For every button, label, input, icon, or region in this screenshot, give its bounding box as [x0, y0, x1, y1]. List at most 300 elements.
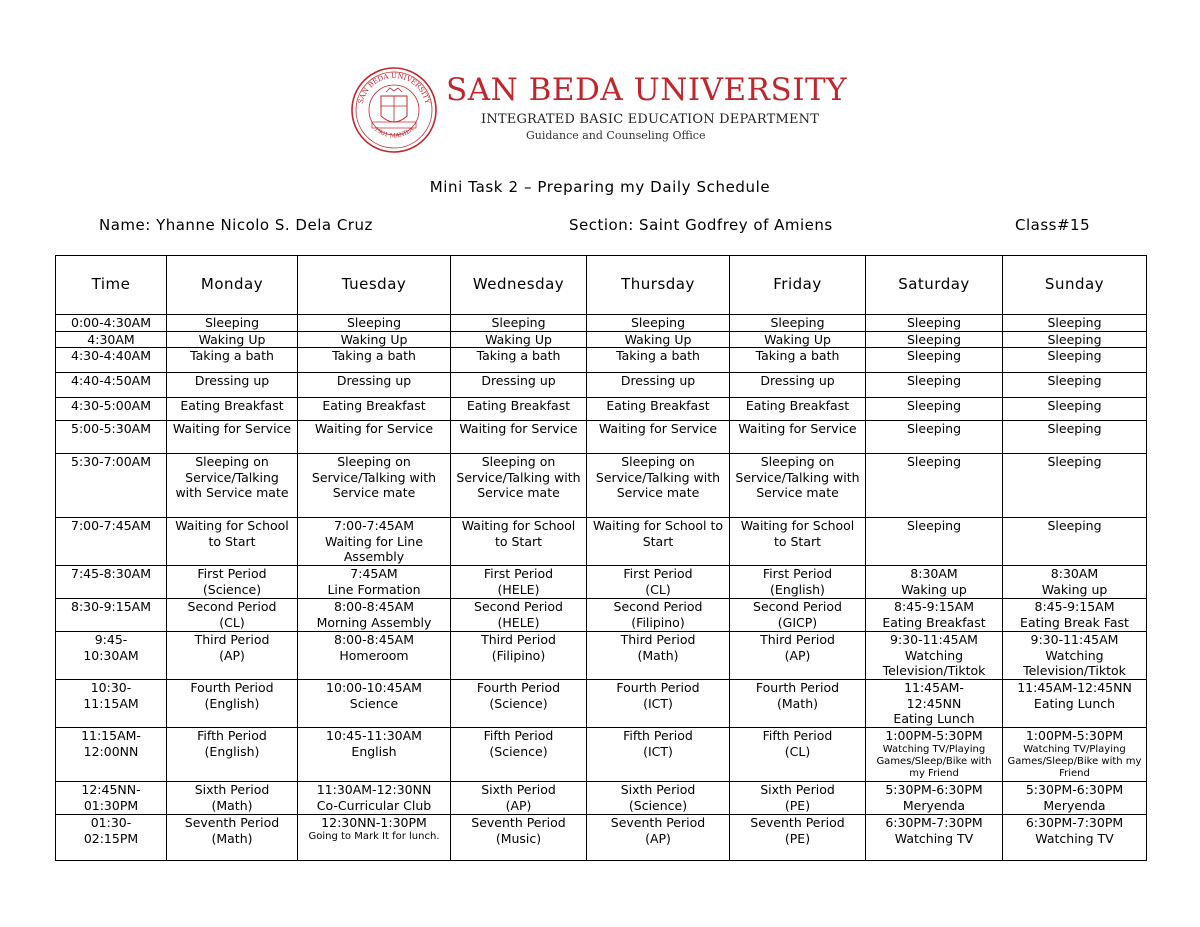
cell-text: Waiting for School to Start: [740, 518, 855, 549]
col-header-sunday: Sunday: [1003, 256, 1147, 315]
schedule-cell: [866, 454, 1003, 518]
schedule-cell: [587, 315, 730, 332]
schedule-cell: [730, 632, 866, 680]
cell-text: (Science): [202, 581, 262, 597]
cell-text: 01:30PM: [83, 797, 139, 813]
schedule-cell: [451, 331, 587, 348]
schedule-cell: [866, 680, 1003, 728]
col-header-wednesday: Wednesday: [451, 256, 587, 315]
cell-text: Seventh Period: [750, 815, 845, 830]
schedule-cell: [1003, 566, 1147, 599]
table-row: [56, 518, 1147, 566]
time-cell: [56, 782, 167, 815]
schedule-cell: [298, 518, 451, 566]
table-row: [56, 373, 1147, 398]
cell-text: Sleeping: [204, 315, 260, 330]
schedule-cell: [167, 782, 298, 815]
table-row: [56, 398, 1147, 421]
schedule-cell: [167, 398, 298, 421]
cell-text: (ICT): [643, 743, 673, 759]
cell-text: Sixth Period: [620, 782, 696, 797]
cell-text: Science: [349, 695, 399, 711]
schedule-cell: [167, 518, 298, 566]
cell-text: Sleeping: [1047, 373, 1102, 388]
cell-text: Taking a bath: [755, 348, 840, 363]
cell-text: (Filipino): [631, 614, 685, 630]
student-section: Section: Saint Godfrey of Amiens: [569, 216, 833, 234]
col-header-time: Time: [56, 256, 167, 315]
cell-text: 9:30-11:45AM: [890, 632, 978, 647]
col-header-thursday: Thursday: [587, 256, 730, 315]
schedule-cell: [167, 728, 298, 782]
schedule-cell: [587, 421, 730, 454]
schedule-cell: [866, 815, 1003, 861]
cell-text: Watching Television/Tiktok: [882, 647, 986, 678]
cell-text: 1:00PM-5:30PM: [885, 728, 983, 743]
cell-text: Sleeping: [906, 421, 962, 436]
cell-text: 8:00-8:45AM: [334, 599, 414, 614]
cell-text: Sleeping: [491, 315, 546, 330]
page-title: Mini Task 2 – Preparing my Daily Schedule: [429, 178, 771, 196]
cell-text: 9:45-: [94, 632, 128, 647]
cell-text: Dressing up: [620, 373, 696, 388]
cell-text: Eating Break Fast: [1020, 614, 1129, 630]
schedule-cell: [451, 398, 587, 421]
time-cell: [56, 373, 167, 398]
cell-text: Waiting for Line Assembly: [324, 533, 424, 564]
cell-text: 5:30PM-6:30PM: [1025, 782, 1124, 797]
schedule-cell: [866, 331, 1003, 348]
cell-text: Dressing up: [481, 373, 556, 388]
schedule-cell: [587, 782, 730, 815]
cell-text: Sleeping: [1047, 421, 1102, 436]
time-cell: [56, 728, 167, 782]
table-row: [56, 315, 1147, 332]
schedule-cell: [730, 454, 866, 518]
table-row: [56, 815, 1147, 861]
time-cell: [56, 331, 167, 348]
cell-text: Sleeping: [1047, 348, 1102, 363]
cell-text: Dressing up: [760, 373, 835, 388]
cell-text: (HELE): [497, 614, 540, 630]
schedule-cell: [866, 421, 1003, 454]
schedule-cell: [451, 518, 587, 566]
schedule-cell: [298, 815, 451, 861]
cell-text: Sleeping: [906, 348, 962, 363]
cell-text: Taking a bath: [190, 348, 274, 363]
schedule-cell: [730, 348, 866, 373]
col-header-friday: Friday: [730, 256, 866, 315]
cell-text: 5:30-7:00AM: [71, 454, 151, 469]
class-number: Class#15: [1015, 216, 1091, 234]
table-row: [56, 454, 1147, 518]
schedule-cell: [730, 398, 866, 421]
schedule-cell: [866, 632, 1003, 680]
schedule-cell: [298, 782, 451, 815]
cell-text: Sleeping on Service/Talking with Service mate: [456, 454, 581, 500]
cell-note: Watching TV/Playing Games/Sleep/Bike with my Friend: [876, 743, 992, 779]
cell-text: (ICT): [643, 695, 673, 711]
cell-text: (Math): [211, 797, 253, 813]
cell-text: 10:00-10:45AM: [326, 680, 422, 695]
cell-text: (Science): [489, 695, 548, 711]
cell-text: Waking Up: [340, 331, 408, 347]
schedule-cell: [451, 348, 587, 373]
cell-text: 7:00-7:45AM: [71, 518, 151, 533]
schedule-cell: [866, 373, 1003, 398]
cell-text: 8:30AM: [1050, 566, 1099, 581]
cell-text: 12:45NN: [906, 695, 962, 711]
schedule-body: [56, 315, 1147, 861]
schedule-cell: [298, 348, 451, 373]
cell-text: Eating Lunch: [1033, 695, 1116, 711]
cell-text: Fourth Period: [616, 680, 700, 695]
cell-text: Sleeping: [906, 331, 962, 347]
schedule-cell: [451, 782, 587, 815]
cell-text: Co-Curricular Club: [316, 797, 432, 813]
cell-text: 8:30-9:15AM: [71, 599, 151, 614]
cell-text: Sleeping on Service/Talking with Service mate: [735, 454, 860, 500]
schedule-cell: [1003, 518, 1147, 566]
schedule-cell: [298, 331, 451, 348]
schedule-cell: [730, 599, 866, 632]
schedule-cell: [587, 599, 730, 632]
cell-text: First Period: [483, 566, 554, 581]
cell-text: Waking Up: [624, 331, 692, 347]
cell-text: 9:30-11:45AM: [1030, 632, 1119, 647]
time-cell: [56, 398, 167, 421]
cell-text: Waking up: [1041, 581, 1108, 597]
department-name: INTEGRATED BASIC EDUCATION DEPARTMENT: [481, 112, 820, 127]
schedule-cell: [730, 728, 866, 782]
cell-text: (Math): [637, 647, 679, 663]
cell-text: Eating Breakfast: [606, 398, 710, 413]
cell-text: Eating Breakfast: [745, 398, 850, 413]
cell-text: (English): [204, 743, 260, 759]
cell-text: Waiting for School to Start: [461, 518, 576, 549]
time-cell: [56, 566, 167, 599]
cell-text: (Science): [489, 743, 548, 759]
schedule-cell: [298, 599, 451, 632]
schedule-cell: [866, 728, 1003, 782]
table-row: [56, 782, 1147, 815]
schedule-cell: [730, 815, 866, 861]
schedule-cell: [866, 782, 1003, 815]
schedule-cell: [167, 454, 298, 518]
cell-text: Eating Lunch: [893, 711, 975, 726]
schedule-cell: [167, 815, 298, 861]
cell-text: Seventh Period: [610, 815, 706, 830]
schedule-cell: [1003, 782, 1147, 815]
table-row: [56, 632, 1147, 680]
cell-text: Eating Breakfast: [466, 398, 571, 413]
cell-text: First Period: [762, 566, 833, 581]
cell-text: Fifth Period: [762, 728, 833, 743]
schedule-cell: [866, 348, 1003, 373]
cell-text: Eating Breakfast: [322, 398, 426, 413]
cell-text: Second Period: [753, 599, 842, 614]
cell-text: Waiting for Service: [172, 421, 292, 436]
schedule-cell: [730, 518, 866, 566]
col-header-tuesday: Tuesday: [298, 256, 451, 315]
schedule-cell: [587, 348, 730, 373]
cell-text: 6:30PM-7:30PM: [1025, 815, 1124, 830]
cell-text: English: [351, 743, 397, 759]
cell-text: Waiting for Service: [314, 421, 434, 436]
cell-text: Waking up: [901, 581, 967, 597]
cell-text: Sleeping on Service/Talking with Service mate: [595, 454, 721, 500]
schedule-cell: [167, 315, 298, 332]
schedule-cell: [866, 599, 1003, 632]
cell-text: 11:45AM-12:45NN: [1017, 680, 1132, 695]
schedule-cell: [167, 421, 298, 454]
schedule-cell: [587, 566, 730, 599]
schedule-cell: [1003, 398, 1147, 421]
cell-text: 10:30AM: [83, 647, 139, 663]
schedule-cell: [298, 680, 451, 728]
table-row: [56, 680, 1147, 728]
time-cell: [56, 348, 167, 373]
cell-text: Sleeping: [1047, 331, 1102, 347]
cell-text: (AP): [219, 647, 245, 663]
cell-text: 6:30PM-7:30PM: [885, 815, 983, 830]
cell-text: Line Formation: [327, 581, 421, 597]
cell-text: Sleeping: [1047, 315, 1102, 330]
cell-text: (GICP): [777, 614, 818, 630]
cell-text: Third Period: [620, 632, 696, 647]
schedule-cell: [298, 728, 451, 782]
schedule-cell: [587, 632, 730, 680]
schedule-cell: [451, 728, 587, 782]
cell-text: Waiting for Service: [459, 421, 578, 436]
schedule-cell: [730, 373, 866, 398]
cell-text: (PE): [784, 830, 811, 846]
schedule-cell: [451, 815, 587, 861]
cell-text: 8:30AM: [910, 566, 958, 581]
cell-text: 8:00-8:45AM: [334, 632, 414, 647]
cell-text: (AP): [645, 830, 671, 846]
schedule-cell: [866, 398, 1003, 421]
cell-text: 10:30-: [90, 680, 132, 695]
cell-text: Sleeping: [906, 373, 962, 388]
col-header-saturday: Saturday: [866, 256, 1003, 315]
seal-text-bottom: 1901 MANILA: [372, 125, 416, 140]
cell-text: 8:45-9:15AM: [894, 599, 974, 614]
schedule-cell: [1003, 348, 1147, 373]
cell-text: (Math): [211, 830, 253, 846]
time-cell: [56, 599, 167, 632]
header-row: [56, 256, 1147, 315]
cell-text: Sleeping: [1047, 518, 1102, 533]
cell-text: Fourth Period: [476, 680, 561, 695]
cell-text: Waiting for School to Start: [175, 518, 289, 549]
cell-text: (PE): [784, 797, 811, 813]
cell-text: 7:45-8:30AM: [71, 566, 151, 581]
cell-text: 5:00-5:30AM: [71, 421, 151, 436]
cell-text: Fifth Period: [623, 728, 693, 743]
cell-text: Seventh Period: [471, 815, 566, 830]
schedule-cell: [1003, 315, 1147, 332]
cell-text: Fourth Period: [755, 680, 840, 695]
cell-text: 12:00NN: [83, 743, 139, 759]
schedule-cell: [298, 421, 451, 454]
cell-text: Waiting for Service: [738, 421, 857, 436]
cell-text: 02:15PM: [83, 830, 139, 846]
cell-text: Sleeping: [346, 315, 402, 330]
schedule-cell: [451, 373, 587, 398]
schedule-cell: [1003, 331, 1147, 348]
schedule-cell: [167, 331, 298, 348]
schedule-cell: [730, 782, 866, 815]
schedule-cell: [451, 632, 587, 680]
schedule-cell: [587, 373, 730, 398]
schedule-cell: [587, 815, 730, 861]
schedule-cell: [167, 348, 298, 373]
cell-text: Waking Up: [764, 331, 831, 347]
cell-text: Sleeping: [906, 518, 962, 533]
table-row: [56, 348, 1147, 373]
cell-text: 7:00-7:45AM: [334, 518, 414, 533]
cell-text: 4:30-4:40AM: [71, 348, 151, 363]
time-cell: [56, 315, 167, 332]
cell-text: Watching TV: [1035, 830, 1114, 846]
cell-text: 4:40-4:50AM: [71, 373, 151, 388]
schedule-cell: [298, 373, 451, 398]
time-cell: [56, 518, 167, 566]
cell-text: Seventh Period: [184, 815, 280, 830]
cell-text: 10:45-11:30AM: [326, 728, 422, 743]
cell-text: Taking a bath: [476, 348, 561, 363]
seal-text-top: SAN BEDA UNIVERSITY: [356, 71, 432, 105]
student-name: Name: Yhanne Nicolo S. Dela Cruz: [99, 216, 373, 234]
cell-note: Watching TV/Playing Games/Sleep/Bike with my Friend: [1007, 743, 1142, 779]
schedule-cell: [587, 680, 730, 728]
cell-text: 11:15AM-: [81, 728, 141, 743]
schedule-cell: [1003, 421, 1147, 454]
cell-text: Waiting for School to Start: [592, 518, 724, 549]
cell-text: Sleeping: [1047, 454, 1102, 469]
cell-text: 5:30PM-6:30PM: [885, 782, 983, 797]
time-cell: [56, 815, 167, 861]
cell-text: Fourth Period: [190, 680, 274, 695]
schedule-cell: [1003, 815, 1147, 861]
schedule-cell: [587, 331, 730, 348]
cell-text: Sleeping: [770, 315, 825, 330]
cell-text: Sixth Period: [194, 782, 270, 797]
cell-text: (CL): [784, 743, 811, 759]
cell-text: 0:00-4:30AM: [71, 315, 151, 330]
cell-text: Sleeping on Service/Talking with Service mate: [175, 454, 289, 500]
cell-note: Going to Mark It for lunch.: [308, 830, 440, 842]
cell-text: Waking Up: [485, 331, 552, 347]
schedule-cell: [730, 331, 866, 348]
schedule-cell: [451, 454, 587, 518]
schedule-cell: [298, 566, 451, 599]
cell-text: Meryenda: [1043, 797, 1106, 813]
schedule-cell: [298, 315, 451, 332]
cell-text: 12:45NN-: [81, 782, 141, 797]
cell-text: 01:30-: [90, 815, 132, 830]
schedule-cell: [587, 728, 730, 782]
cell-text: Homeroom: [339, 647, 409, 663]
schedule-cell: [451, 599, 587, 632]
cell-text: Third Period: [194, 632, 270, 647]
schedule-cell: [167, 632, 298, 680]
cell-text: (English): [770, 581, 825, 597]
schedule-cell: [298, 398, 451, 421]
schedule-cell: [451, 315, 587, 332]
cell-text: 11:45AM-: [904, 680, 964, 695]
letterhead: [350, 66, 848, 156]
cell-text: Dressing up: [194, 373, 270, 388]
cell-text: Waking Up: [198, 331, 266, 347]
time-cell: [56, 421, 167, 454]
cell-text: 4:30-5:00AM: [71, 398, 151, 413]
time-cell: [56, 632, 167, 680]
schedule-cell: [587, 518, 730, 566]
cell-text: Watching Television/Tiktok: [1023, 647, 1126, 678]
schedule-cell: [866, 315, 1003, 332]
schedule-cell: [167, 566, 298, 599]
schedule-cell: [298, 454, 451, 518]
university-name: SAN BEDA UNIVERSITY: [446, 72, 848, 108]
cell-text: Sixth Period: [481, 782, 556, 797]
cell-text: Sleeping: [630, 315, 686, 330]
schedule-cell: [866, 518, 1003, 566]
cell-text: (Filipino): [491, 647, 546, 663]
table-row: [56, 421, 1147, 454]
schedule-cell: [1003, 680, 1147, 728]
cell-text: 11:30AM-12:30NN: [316, 782, 432, 797]
cell-text: (Science): [628, 797, 688, 813]
cell-text: Waiting for Service: [598, 421, 718, 436]
cell-text: Sleeping: [1047, 398, 1102, 413]
schedule-cell: [730, 680, 866, 728]
time-cell: [56, 454, 167, 518]
schedule-cell: [1003, 454, 1147, 518]
cell-text: Sleeping on Service/Talking with Service mate: [311, 454, 437, 500]
cell-text: Second Period: [474, 599, 563, 614]
table-row: [56, 599, 1147, 632]
cell-text: Meryenda: [902, 797, 966, 813]
cell-text: Fifth Period: [483, 728, 554, 743]
cell-text: 4:30AM: [87, 331, 135, 347]
schedule-cell: [587, 454, 730, 518]
cell-text: 7:45AM: [350, 566, 398, 581]
cell-text: 1:00PM-5:30PM: [1025, 728, 1124, 743]
cell-text: (HELE): [497, 581, 540, 597]
cell-text: Sleeping: [906, 398, 962, 413]
schedule-cell: [730, 566, 866, 599]
schedule-cell: [730, 421, 866, 454]
schedule-cell: [1003, 599, 1147, 632]
cell-text: Sleeping: [906, 454, 962, 469]
cell-text: (CL): [645, 581, 671, 597]
cell-text: Third Period: [760, 632, 835, 647]
cell-text: Sixth Period: [760, 782, 835, 797]
cell-text: (English): [204, 695, 260, 711]
schedule-cell: [1003, 632, 1147, 680]
schedule-cell: [167, 680, 298, 728]
office-name: Guidance and Counseling Office: [526, 129, 706, 142]
cell-text: Eating Breakfast: [882, 614, 986, 630]
cell-text: Eating Breakfast: [180, 398, 284, 413]
table-row: [56, 728, 1147, 782]
cell-text: Dressing up: [336, 373, 412, 388]
cell-text: Sleeping: [906, 315, 962, 330]
cell-text: 12:30NN-1:30PM: [321, 815, 427, 830]
cell-text: (CL): [219, 614, 245, 630]
